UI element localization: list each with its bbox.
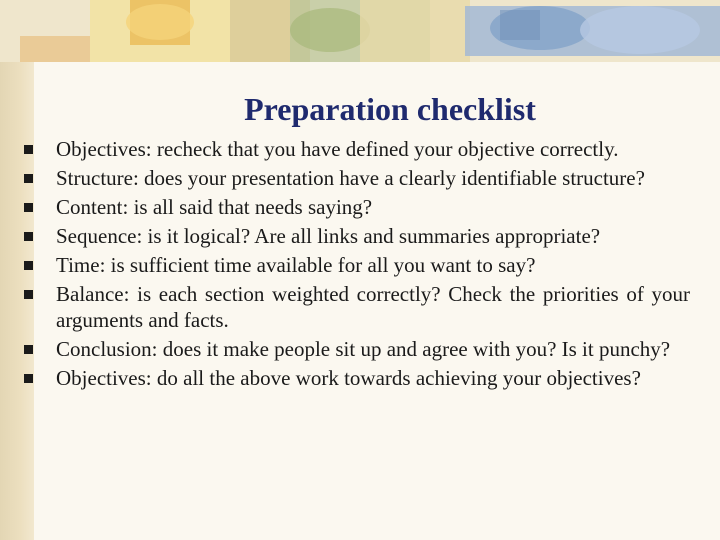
square-bullet-icon bbox=[24, 261, 33, 270]
list-item-text: Content: is all said that needs saying? bbox=[56, 195, 373, 219]
square-bullet-icon bbox=[24, 203, 33, 212]
square-bullet-icon bbox=[24, 232, 33, 241]
square-bullet-icon bbox=[24, 290, 33, 299]
list-item bbox=[20, 252, 690, 278]
list-item bbox=[20, 281, 690, 333]
checklist bbox=[20, 136, 690, 394]
list-item bbox=[20, 223, 690, 249]
list-item-text: Conclusion: does it make people sit up and agree with you? Is it punchy? bbox=[56, 337, 671, 361]
list-item bbox=[20, 194, 690, 220]
square-bullet-icon bbox=[24, 345, 33, 354]
square-bullet-icon bbox=[24, 174, 33, 183]
list-item bbox=[20, 336, 690, 362]
list-item bbox=[20, 136, 690, 162]
decorative-banner bbox=[0, 0, 720, 62]
list-item bbox=[20, 365, 690, 391]
square-bullet-icon bbox=[24, 145, 33, 154]
list-item-text: Time: is sufficient time available for all you want to say? bbox=[56, 253, 536, 277]
list-item bbox=[20, 165, 690, 191]
square-bullet-icon bbox=[24, 374, 33, 383]
list-item-text: Sequence: is it logical? Are all links and summaries appropriate? bbox=[56, 224, 601, 248]
list-item-text: Structure: does your presentation have a clearly identifiable structure? bbox=[56, 166, 645, 190]
list-item-text: Balance: is each section weighted correctly? Check the priorities of your arguments and facts. bbox=[56, 282, 690, 332]
slide-title: Preparation checklist bbox=[244, 91, 536, 128]
list-item-text: Objectives: recheck that you have defined your objective correctly. bbox=[56, 137, 619, 161]
list-item-text: Objectives: do all the above work towards achieving your objectives? bbox=[56, 366, 641, 390]
